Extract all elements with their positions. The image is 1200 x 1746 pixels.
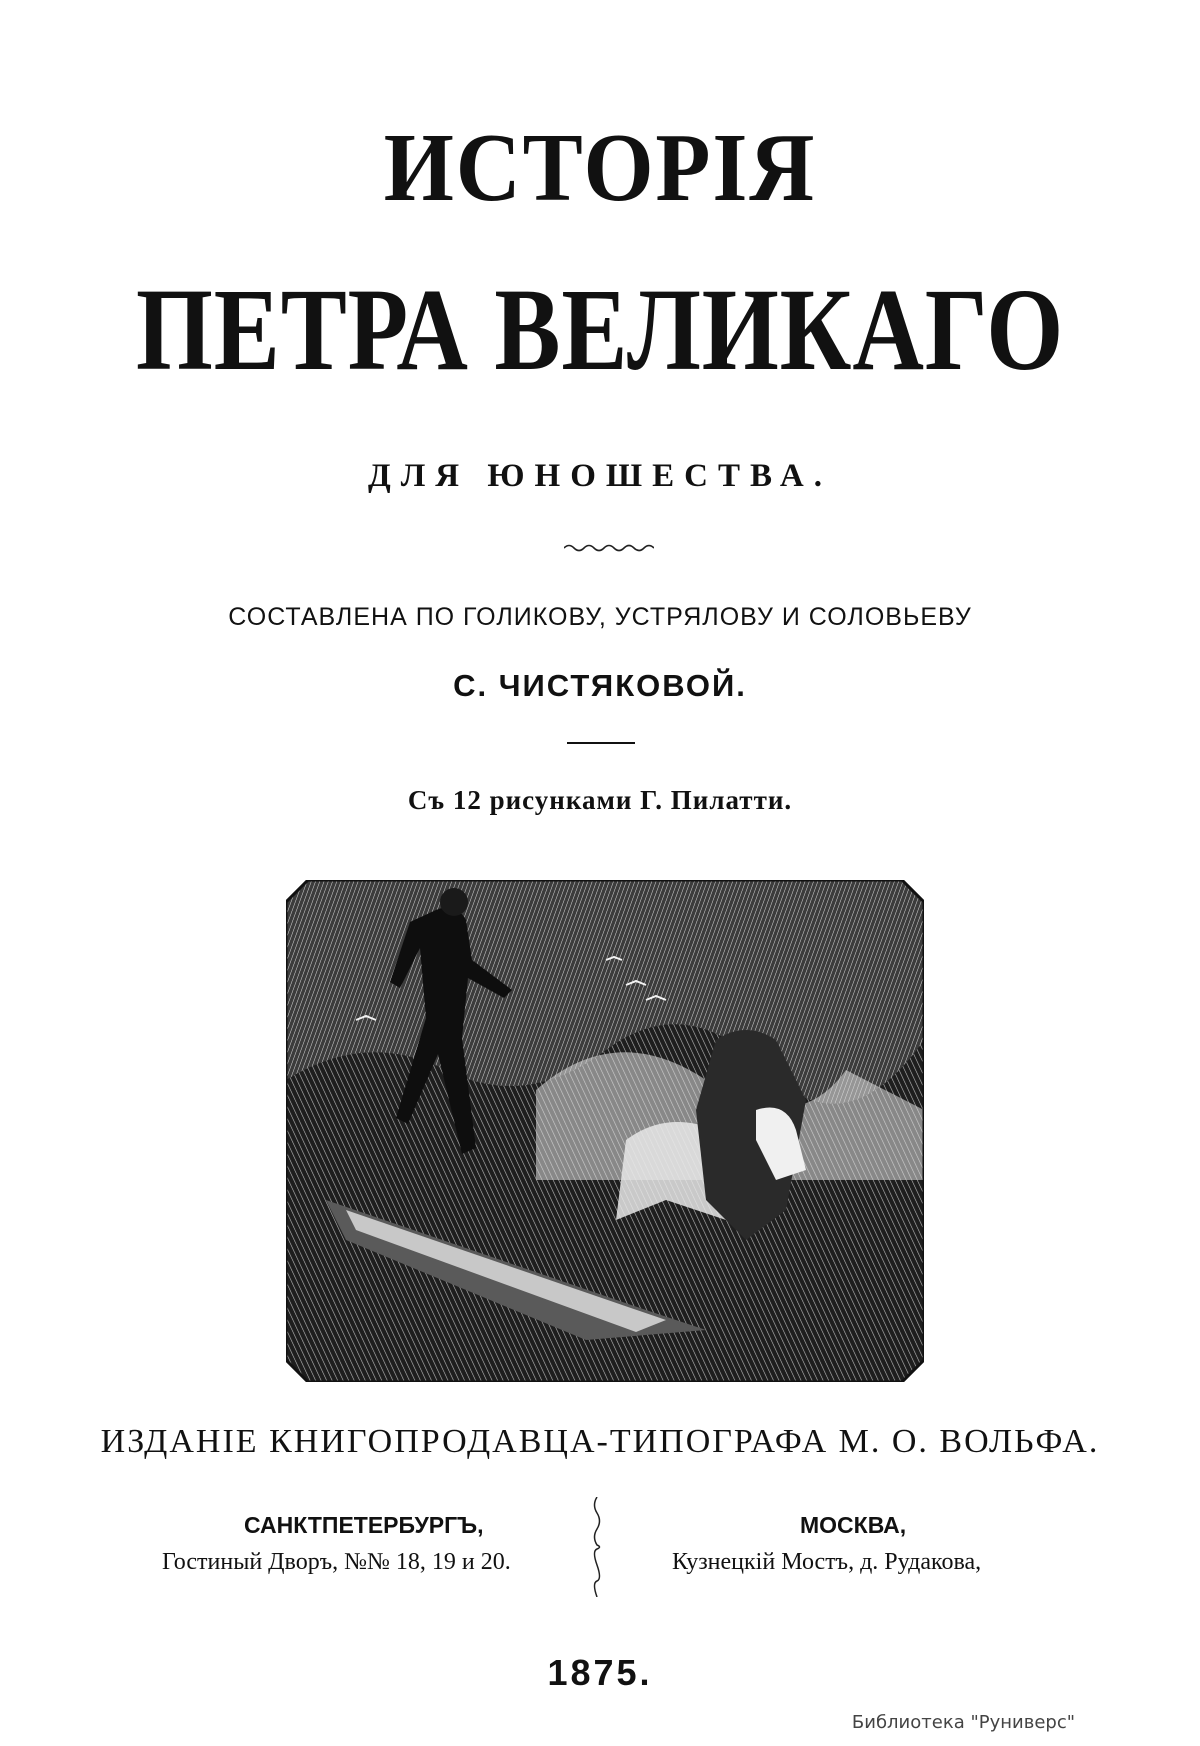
title-line-2: ПЕТРА ВЕЛИКАГО (135, 264, 1065, 395)
engraving-illustration (286, 880, 924, 1382)
illustrations-note: Съ 12 рисунками Г. Пилатти. (407, 785, 793, 815)
divider-rule (567, 742, 635, 744)
address-saint-petersburg: Гостиный Дворъ, №№ 18, 19 и 20. (162, 1549, 511, 1575)
address-moscow: Кузнецкій Мостъ, д. Рудакова, (672, 1549, 982, 1575)
wavy-ornament (564, 542, 654, 554)
subtitle: ДЛЯ ЮНОШЕСТВА. (368, 458, 832, 494)
publisher-line: ИЗДАНІЕ КНИГОПРОДАВЦА-ТИПОГРАФА М. О. ВОЛЬФА. (100, 1423, 1100, 1460)
column-brace (590, 1497, 604, 1597)
library-watermark: Библиотека "Руниверс" (851, 1712, 1075, 1733)
city-moscow: МОСКВА, (800, 1512, 907, 1538)
compiled-by-line: СОСТАВЛЕНА ПО ГОЛИКОВУ, УСТРЯЛОВУ И СОЛОВЬЕВУ (228, 603, 972, 631)
publication-year: 1875. (547, 1652, 653, 1693)
title-line-1: ИСТОРІЯ (383, 114, 817, 222)
city-saint-petersburg: САНКТПЕТЕРБУРГЪ, (244, 1512, 484, 1538)
author-name: С. ЧИСТЯКОВОЙ. (453, 668, 747, 703)
